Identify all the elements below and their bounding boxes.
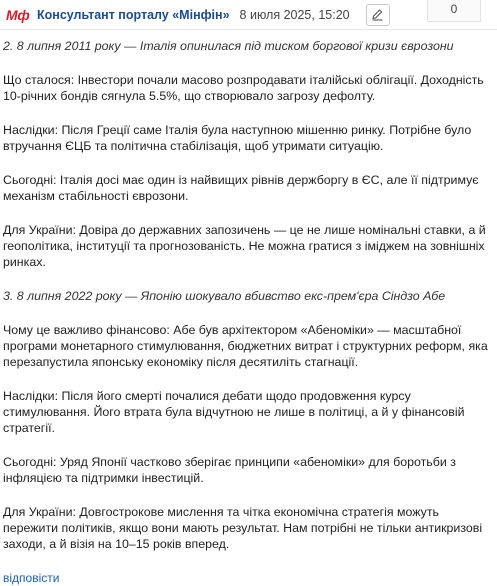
section-title: 3. 8 липня 2022 року — Японію шокувало вбивство екс-прем'єра Сіндзо Абе xyxy=(3,289,446,303)
rating-counter xyxy=(427,0,481,22)
pencil-icon xyxy=(371,8,384,21)
author-name[interactable]: Консультант порталу «Мінфін» xyxy=(37,7,230,22)
minfin-logo: Мф xyxy=(6,6,30,23)
edit-button[interactable] xyxy=(366,4,390,26)
paragraph: Сьогодні: Італія досі має один із найвищих рівнів держборгу в ЄС, але її підтримує механізм стабільності єврозони. xyxy=(3,173,479,203)
comment-header xyxy=(0,0,497,30)
comment-date: 8 июля 2025, 15:20 xyxy=(239,7,350,22)
reply-link[interactable]: відповісти xyxy=(3,571,60,585)
comment-body xyxy=(0,38,497,586)
paragraph: Чому це важливо фінансово: Абе був архітектором «Абеноміки» — масштабної програми монетарного стимулювання, бюджетних витрат і структурних реформ, яка перезапустила японську економіку після десятиліть стагнації. xyxy=(3,323,488,369)
paragraph: Для України: Довіра до державних запозичень — це не лише номінальні ставки, а й геополітика, інституції та прогнозованість. Не можна гратися з іміджем на зовнішніх ринках. xyxy=(3,223,486,269)
paragraph: Сьогодні: Уряд Японії частково зберігає принципи «абеноміки» для боротьби з інфляцією та підтримки інвестицій. xyxy=(3,455,456,485)
paragraph: Що сталося: Інвестори почали масово розпродавати італійські облігації. Доходність 10-річних бондів сягнула 5.5%, що створювало загрозу дефолту. xyxy=(3,73,484,103)
rating-value: 0 xyxy=(450,2,458,16)
paragraph: Наслідки: Після Греції саме Італія була наступною мішенню ринку. Потрібне було втручання ЄЦБ та політична стабілізація, щоб утримати ситуацію. xyxy=(3,123,472,153)
paragraph: Для України: Довгострокове мислення та чітка економічна стратегія можуть пережити політиків, якщо вони мають результат. Нам потрібні не тільки антикризові заходи, а й візія на 10–15 років вперед. xyxy=(3,505,483,551)
section-title: 2. 8 липня 2011 року — Італія опинилася під тиском боргової кризи єврозони xyxy=(3,39,454,53)
paragraph: Наслідки: Після його смерті почалися дебати щодо продовження курсу стимулювання. Його втрата була відчутною не лише в політиці, а й у фінансовій стратегії. xyxy=(3,389,465,435)
